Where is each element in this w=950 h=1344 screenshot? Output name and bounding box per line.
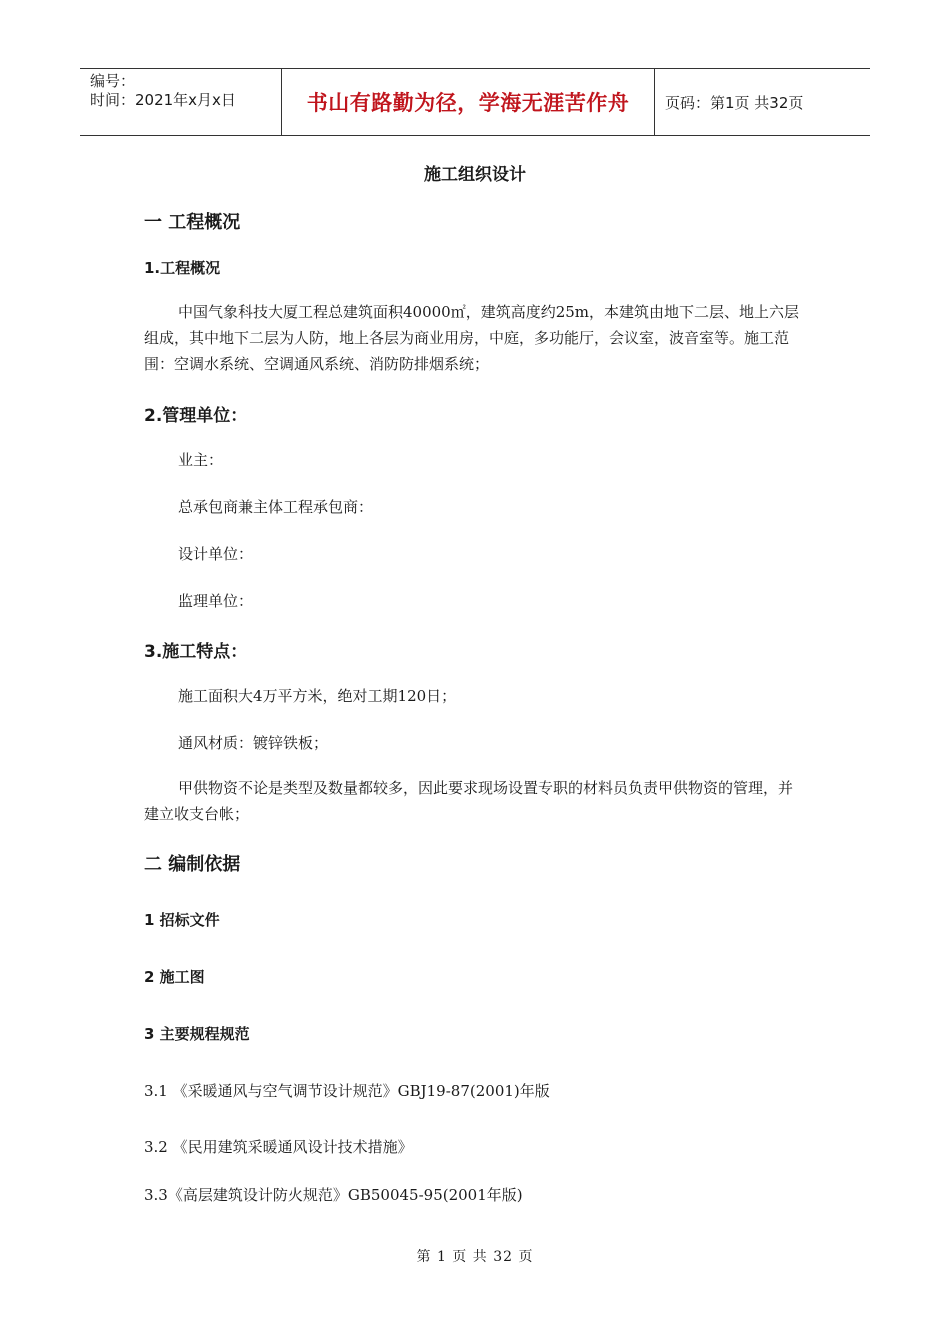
number-label: 编号： (90, 72, 136, 90)
basis-item-3-3: 3.3《高层建筑设计防火规范》GB50045-95(2001年版) (144, 1186, 523, 1204)
section-heading-basis: 二 编制依据 (144, 854, 241, 875)
feature-supply-paragraph: 甲供物资不论是类型及数量都较多，因此要求现场设置专职的材料员负责甲供物资的管理，并建立收支台帐； (144, 779, 794, 823)
date-label: 时间：2021年x月x日 (90, 91, 236, 109)
supervisor-label: 监理单位： (178, 592, 254, 610)
section-heading-overview: 一 工程概况 (144, 212, 241, 233)
basis-item-2: 2 施工图 (144, 968, 205, 986)
basis-item-3-2: 3.2 《民用建筑采暖通风设计技术措施》 (144, 1138, 413, 1156)
feature-area: 施工面积大4万平方米，绝对工期120日； (178, 687, 457, 705)
subheading-project-overview: 1.工程概况 (144, 259, 221, 277)
basis-item-3-1: 3.1 《采暖通风与空气调节设计规范》GBJ19-87(2001)年版 (144, 1082, 550, 1100)
header-motto-cell (281, 69, 655, 135)
page-info: 页码：第1页 共32页 (665, 93, 804, 112)
page-header (80, 68, 870, 136)
contractor-label: 总承包商兼主体工程承包商： (178, 498, 374, 516)
motto: 书山有路勤为径，学海无涯苦作舟 (306, 91, 630, 115)
paragraph-project-overview: 中国气象科技大厦工程总建筑面积40000㎡，建筑高度约25m，本建筑由地下二层、地上六层组成，其中地下二层为人防，地上各层为商业用房，中庭，多功能厅，会议室，波音室等。施工范围：空调水系统、空调通风系统、消防防排烟系统； (144, 303, 800, 373)
basis-item-1: 1 招标文件 (144, 911, 220, 929)
subheading-management: 2.管理单位： (144, 406, 248, 426)
designer-label: 设计单位： (178, 545, 254, 563)
header-meta (80, 69, 281, 135)
page-footer: 第 1 页 共 32 页 (416, 1249, 534, 1265)
basis-item-3: 3 主要规程规范 (144, 1025, 250, 1043)
feature-material: 通风材质：镀锌铁板； (178, 734, 329, 752)
document-title: 施工组织设计 (424, 165, 526, 185)
header-page-info (655, 69, 870, 135)
subheading-features: 3.施工特点： (144, 642, 248, 662)
owner-label: 业主： (178, 451, 224, 469)
